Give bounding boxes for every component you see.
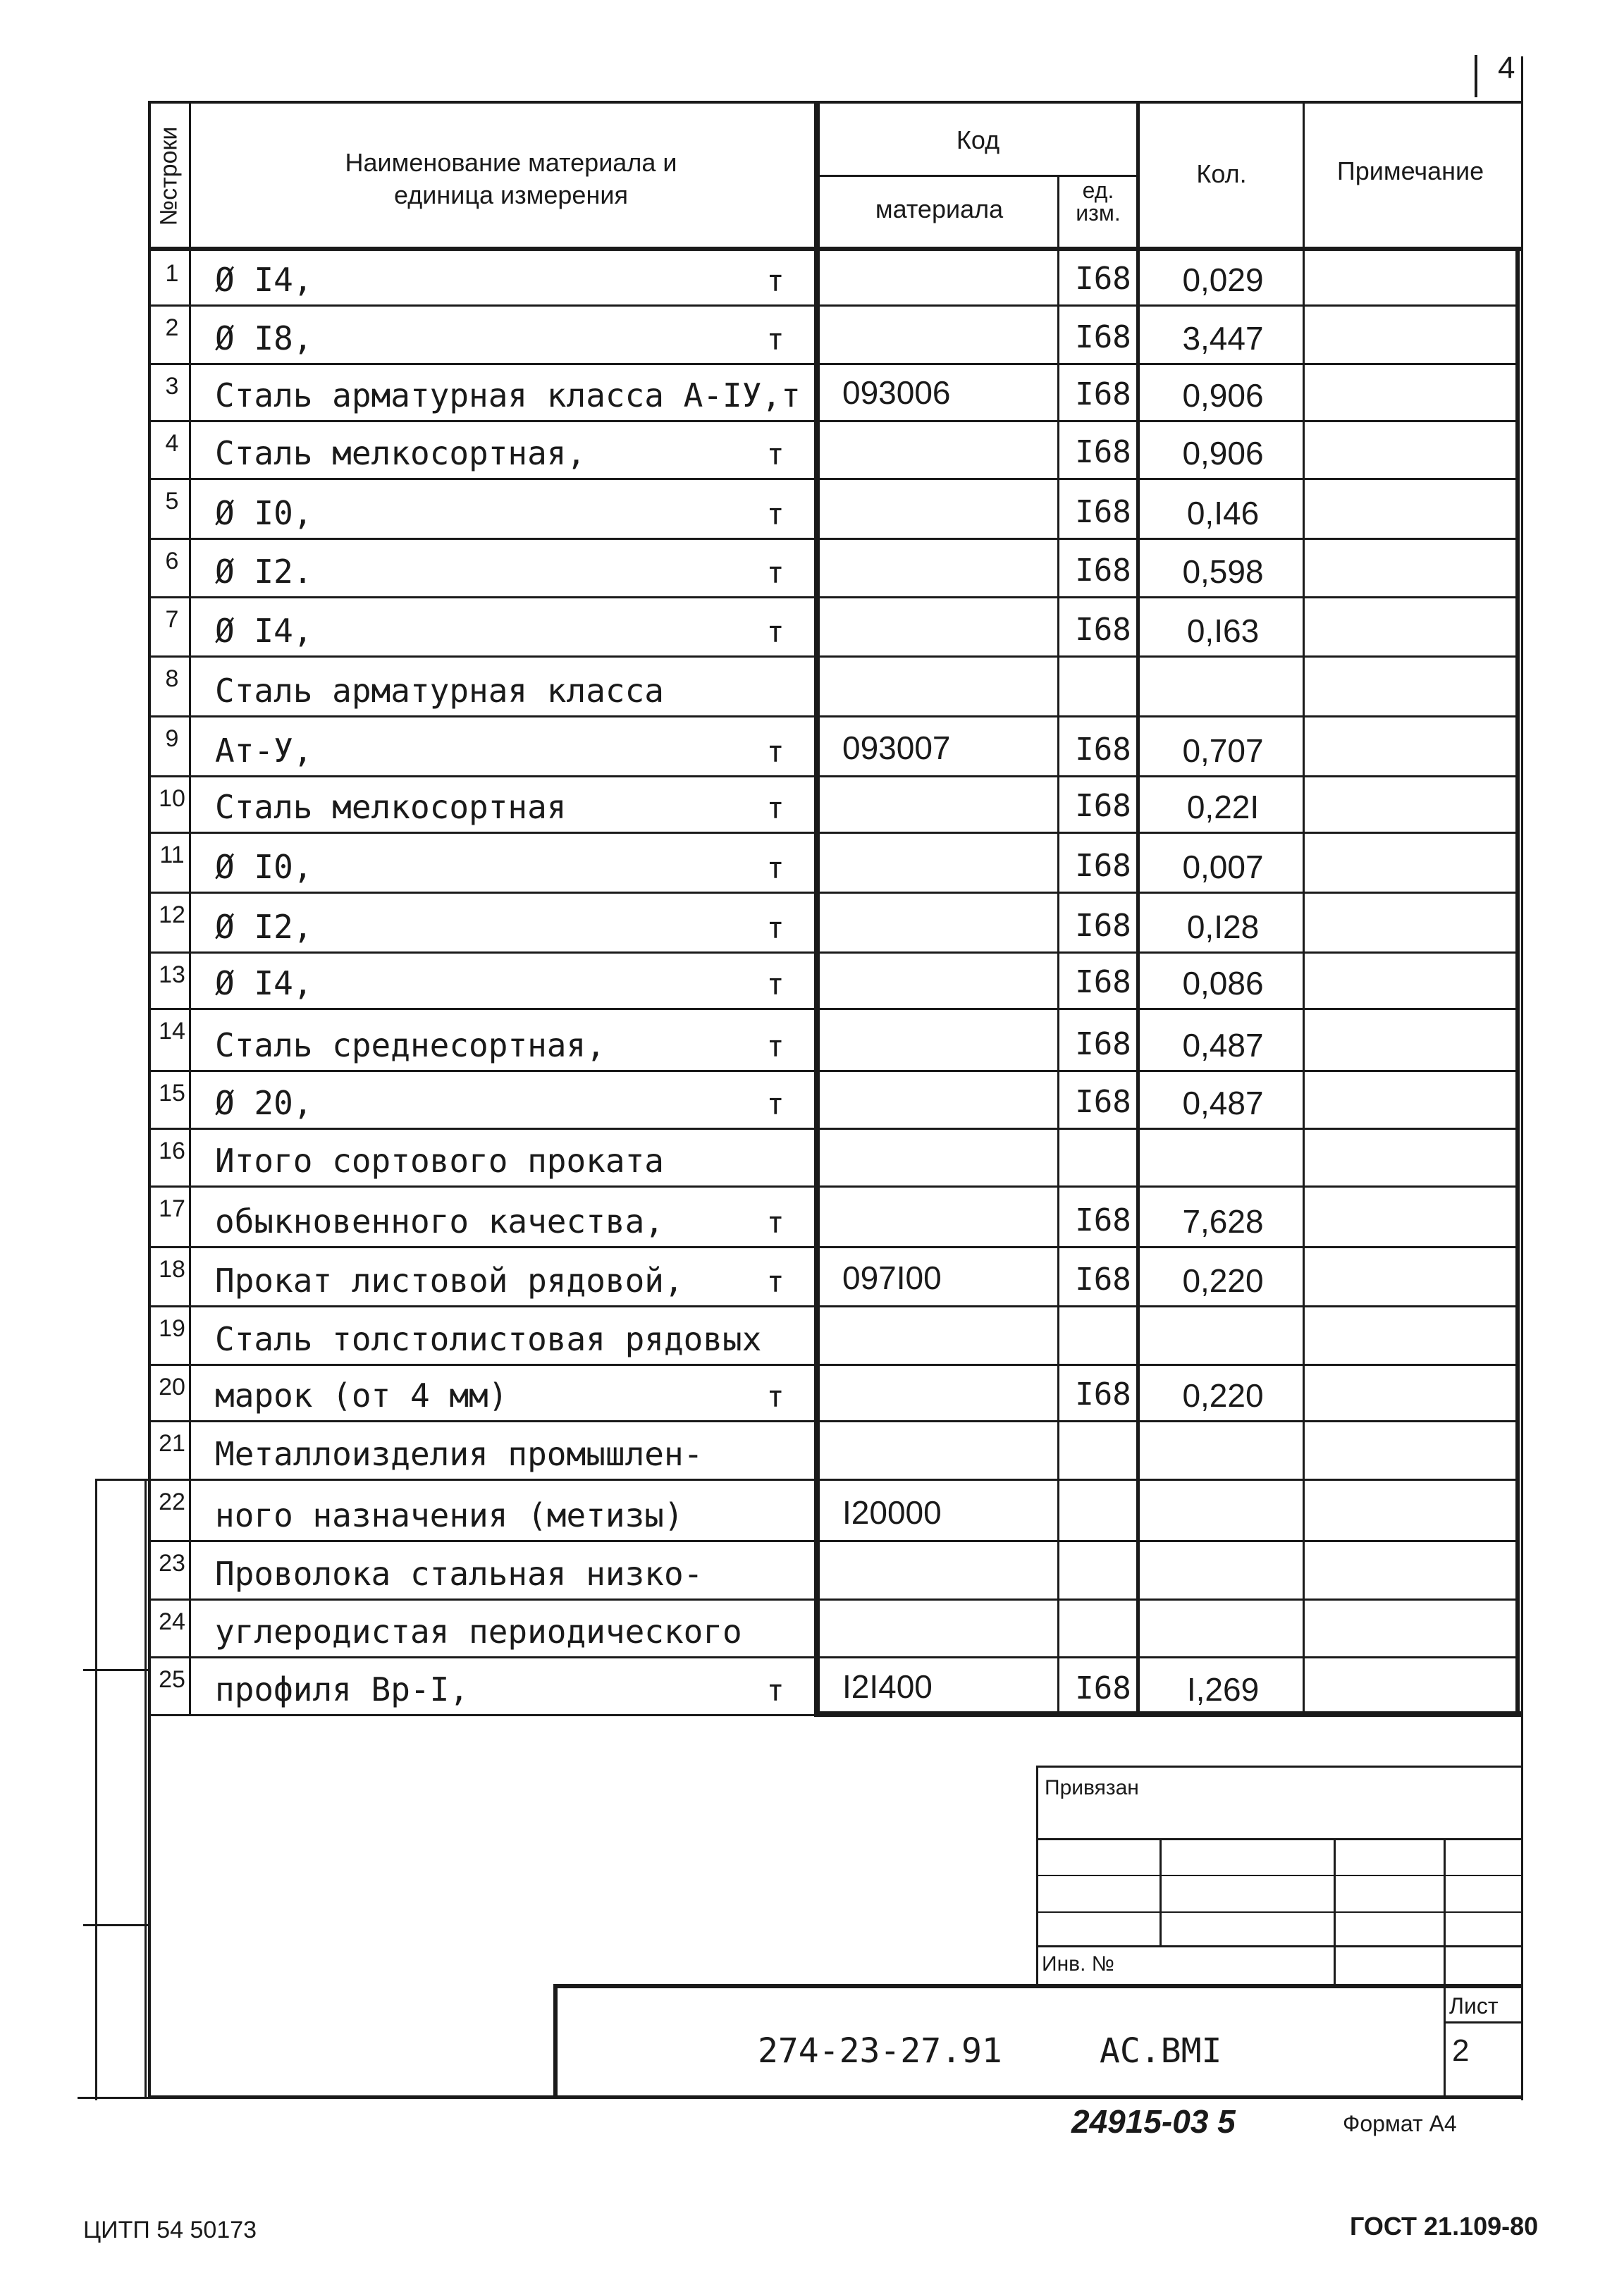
unit-code: I68 xyxy=(1075,553,1131,589)
row-number: 8 xyxy=(165,665,179,692)
material-code: 097I00 xyxy=(842,1259,942,1296)
material-name: углеродистая периодического xyxy=(215,1613,742,1651)
standard-label: ГОСТ 21.109-80 xyxy=(1350,2212,1539,2241)
unit-code: I68 xyxy=(1075,1202,1131,1238)
table-row xyxy=(0,715,1624,775)
row-number: 23 xyxy=(159,1550,185,1577)
unit-of-measure: т xyxy=(766,322,785,357)
material-name: Сталь среднесортная, xyxy=(215,1026,605,1064)
publisher-label: ЦИТП 54 50173 xyxy=(83,2217,257,2243)
quantity: 7,628 xyxy=(1182,1203,1264,1240)
row-number: 16 xyxy=(159,1138,185,1164)
row-number: 21 xyxy=(159,1430,185,1457)
material-name: Ø I2, xyxy=(215,908,313,946)
table-row xyxy=(0,1364,1624,1420)
row-number: 4 xyxy=(165,430,179,457)
material-name: Металлоизделия промышлен- xyxy=(215,1435,703,1473)
unit-code: I68 xyxy=(1075,1376,1131,1412)
table-row xyxy=(0,1479,1624,1540)
material-name: марок (от 4 мм) xyxy=(215,1376,508,1415)
row-number: 2 xyxy=(165,314,179,341)
row-number: 14 xyxy=(159,1018,185,1045)
quantity: 0,007 xyxy=(1182,849,1264,885)
material-name: Ø I0, xyxy=(215,494,313,532)
table-row xyxy=(0,1540,1624,1599)
unit-code: I68 xyxy=(1075,732,1131,768)
quantity: 0,086 xyxy=(1182,965,1264,1002)
table-row xyxy=(0,304,1624,363)
material-name: Прокат листовой рядовой, xyxy=(215,1262,684,1300)
unit-of-measure: т xyxy=(766,1205,785,1240)
unit-of-measure: т xyxy=(766,555,785,590)
table-row xyxy=(0,1246,1624,1305)
material-name: Ø I2. xyxy=(215,553,313,591)
row-number: 15 xyxy=(159,1080,185,1107)
quantity: 0,220 xyxy=(1182,1262,1264,1299)
header-code: Код xyxy=(956,125,1000,154)
sheet-label: Лист xyxy=(1449,1993,1499,2019)
unit-of-measure: т xyxy=(766,1264,785,1299)
header-quantity: Кол. xyxy=(1196,159,1247,188)
material-name: ного назначения (метизы) xyxy=(215,1496,684,1534)
quantity: 0,487 xyxy=(1182,1085,1264,1121)
header-row-number-label: №строки xyxy=(155,126,183,226)
format-label: Формат А4 xyxy=(1343,2111,1457,2136)
quantity: 0,I46 xyxy=(1186,495,1260,531)
table-row xyxy=(0,1185,1624,1246)
quantity: 0,906 xyxy=(1182,377,1264,414)
unit-of-measure: т xyxy=(766,734,785,769)
unit-code: I68 xyxy=(1075,908,1131,944)
header-code-material: материала xyxy=(875,195,1004,223)
material-name: Ат-У, xyxy=(215,732,313,770)
table-row xyxy=(0,478,1624,538)
header-unit-line1: ед. xyxy=(1082,178,1114,203)
quantity: 0,707 xyxy=(1182,732,1264,769)
unit-of-measure: т xyxy=(766,1087,785,1121)
inventory-label: Инв. № xyxy=(1042,1952,1114,1976)
material-name: профиля Вр-I, xyxy=(215,1670,469,1708)
row-number: 7 xyxy=(165,606,179,633)
table-row xyxy=(0,1128,1624,1185)
material-name: обыкновенного качества, xyxy=(215,1202,664,1240)
unit-of-measure: т xyxy=(766,497,785,531)
unit-code: I68 xyxy=(1075,788,1131,824)
table-row xyxy=(0,892,1624,951)
material-code: I20000 xyxy=(842,1494,942,1531)
row-number: 17 xyxy=(159,1195,185,1222)
table-row xyxy=(0,832,1624,892)
header-row-number xyxy=(148,106,190,247)
row-number: 19 xyxy=(159,1315,185,1342)
material-name: Сталь мелкосортная, xyxy=(215,434,586,472)
quantity: 0,598 xyxy=(1182,553,1264,590)
row-number: 20 xyxy=(159,1374,185,1400)
row-number: 9 xyxy=(165,725,179,752)
material-name: Сталь арматурная класса А-IУ,т xyxy=(215,376,801,414)
table-row xyxy=(0,250,1624,304)
material-name: Ø I4, xyxy=(215,964,313,1002)
page-number: 4 xyxy=(1498,51,1515,85)
material-name: Ø I4, xyxy=(215,261,313,299)
quantity: 0,I63 xyxy=(1186,612,1260,649)
unit-code: I68 xyxy=(1075,494,1131,530)
unit-code: I68 xyxy=(1075,1670,1131,1706)
table-row xyxy=(0,1420,1624,1479)
row-number: 6 xyxy=(165,548,179,574)
quantity: 0,487 xyxy=(1182,1027,1264,1064)
handwritten-number: 24915-03 5 xyxy=(1071,2103,1236,2140)
page-number-separator xyxy=(1475,55,1477,97)
unit-of-measure: т xyxy=(766,967,785,1002)
material-name: Ø 20, xyxy=(215,1084,313,1122)
material-name: Проволока стальная низко- xyxy=(215,1555,703,1593)
document-code: 274-23-27.91 xyxy=(758,2031,1002,2071)
quantity: 0,22I xyxy=(1186,789,1260,825)
material-code: 093006 xyxy=(842,374,951,411)
row-number: 12 xyxy=(159,901,185,928)
row-number: 3 xyxy=(165,373,179,400)
row-number: 5 xyxy=(165,488,179,515)
unit-of-measure: т xyxy=(766,851,785,885)
unit-code: I68 xyxy=(1075,1262,1131,1298)
unit-of-measure: т xyxy=(766,1029,785,1064)
table-row xyxy=(0,1599,1624,1656)
header-note: Примечание xyxy=(1336,156,1484,185)
header-name-line1: Наименование материала и xyxy=(345,148,677,177)
unit-of-measure: т xyxy=(766,911,785,945)
unit-of-measure: т xyxy=(766,264,785,298)
table-row xyxy=(0,655,1624,715)
header-unit-line2: изм. xyxy=(1076,200,1121,226)
unit-code: I68 xyxy=(1075,612,1131,648)
unit-code: I68 xyxy=(1075,434,1131,470)
row-number: 11 xyxy=(159,842,185,868)
material-name: Ø I8, xyxy=(215,319,313,357)
material-name: Сталь толстолистовая рядовых xyxy=(215,1320,762,1358)
attached-label: Привязан xyxy=(1045,1776,1139,1799)
table-row xyxy=(0,1305,1624,1364)
unit-of-measure: т xyxy=(766,791,785,825)
unit-code: I68 xyxy=(1075,848,1131,884)
material-name: Итого сортового проката xyxy=(215,1142,664,1180)
unit-code: I68 xyxy=(1075,1084,1131,1120)
unit-of-measure: т xyxy=(766,615,785,649)
unit-of-measure: т xyxy=(766,437,785,472)
header-unit xyxy=(1059,179,1137,224)
unit-code: I68 xyxy=(1075,319,1131,355)
quantity: I,269 xyxy=(1186,1671,1260,1708)
row-number: 25 xyxy=(159,1666,185,1693)
material-code: I2I400 xyxy=(842,1668,933,1705)
unit-code: I68 xyxy=(1075,1026,1131,1062)
material-name: Сталь арматурная класса xyxy=(215,672,664,710)
quantity: 0,906 xyxy=(1182,435,1264,472)
sheet-number: 2 xyxy=(1452,2033,1470,2068)
row-number: 13 xyxy=(159,961,185,988)
row-number: 24 xyxy=(159,1608,185,1635)
unit-of-measure: т xyxy=(766,1673,785,1708)
table-row xyxy=(0,775,1624,832)
table-row xyxy=(0,420,1624,478)
table-row xyxy=(0,1656,1624,1714)
table-row xyxy=(0,538,1624,596)
row-number: 18 xyxy=(159,1256,185,1283)
row-number: 1 xyxy=(165,260,179,287)
unit-code: I68 xyxy=(1075,261,1131,297)
unit-code: I68 xyxy=(1075,964,1131,1000)
material-name: Сталь мелкосортная xyxy=(215,788,567,826)
quantity: 3,447 xyxy=(1182,320,1264,357)
table-row xyxy=(0,1008,1624,1070)
row-number: 22 xyxy=(159,1489,185,1515)
material-name: Ø I0, xyxy=(215,848,313,886)
unit-code: I68 xyxy=(1075,376,1131,412)
table-row xyxy=(0,596,1624,655)
table-row xyxy=(0,363,1624,420)
table-row xyxy=(0,951,1624,1008)
quantity: 0,029 xyxy=(1182,261,1264,298)
quantity: 0,I28 xyxy=(1186,908,1260,945)
row-number: 10 xyxy=(159,785,185,812)
table-row xyxy=(0,1070,1624,1128)
document-mark: АС.ВМI xyxy=(1100,2031,1222,2071)
quantity: 0,220 xyxy=(1182,1377,1264,1414)
unit-of-measure: т xyxy=(766,1379,785,1414)
material-name: Ø I4, xyxy=(215,612,313,650)
material-code: 093007 xyxy=(842,729,951,766)
header-name-line2: единица измерения xyxy=(394,180,628,209)
